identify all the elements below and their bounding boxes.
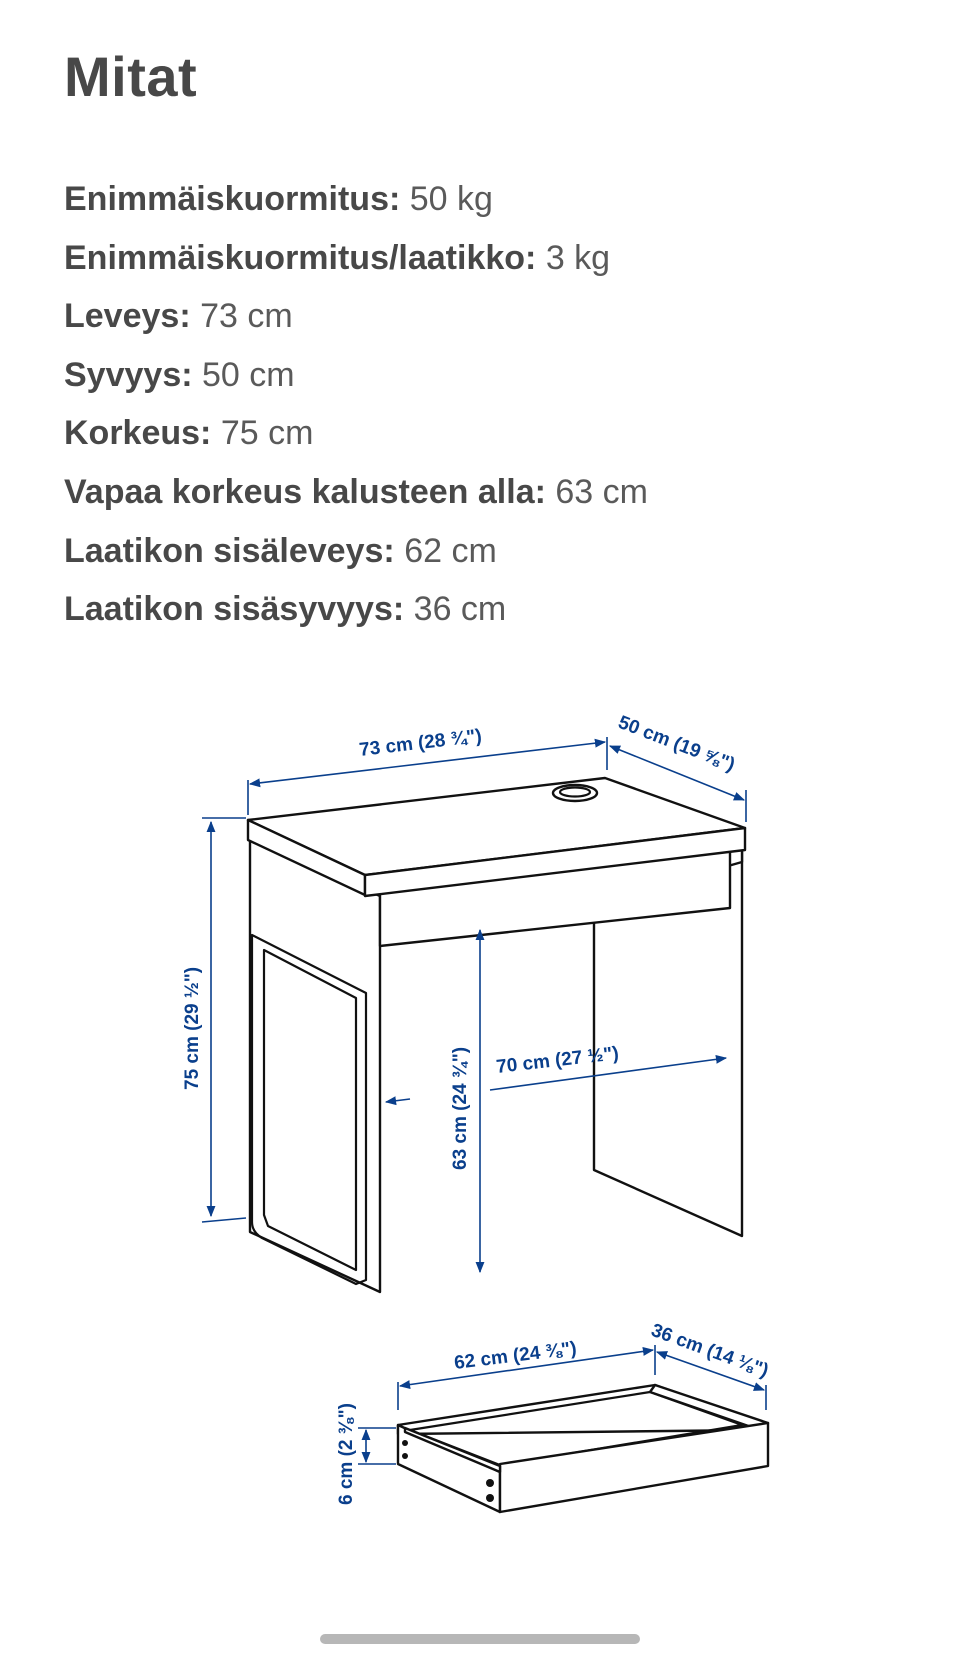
spec-value: 50 cm: [202, 355, 295, 394]
spec-value: 73 cm: [200, 297, 293, 336]
spec-value: 75 cm: [220, 414, 314, 453]
spec-label: Enimmäiskuormitus/laatikko:: [64, 238, 537, 277]
page-title: Mitat: [64, 45, 198, 108]
home-indicator[interactable]: [320, 1634, 640, 1644]
drawer-width-label: 62 cm (24 ⅜"): [453, 1338, 578, 1374]
spec-label: Enimmäiskuormitus:: [64, 180, 401, 218]
spec-label: Korkeus:: [64, 414, 212, 453]
spec-value: 62 cm: [404, 531, 497, 570]
spec-label: Leveys:: [64, 297, 191, 336]
drawer-left-side: [398, 1425, 500, 1512]
drawer-height-label: 6 cm (2 ⅜"): [336, 1403, 357, 1505]
spec-label: Syvyys:: [64, 355, 193, 394]
spec-value: 36 cm: [413, 590, 507, 629]
spec-value: 63 cm: [555, 472, 648, 511]
spec-value: 50 kg: [409, 180, 493, 218]
drawer-front: [500, 1423, 768, 1512]
drawer-depth-label: 36 cm (14 ⅛"): [648, 1319, 772, 1382]
spec-value: 3 kg: [545, 238, 611, 277]
desk-left-leg: [250, 838, 380, 1292]
drawer-illustration: [398, 1385, 768, 1512]
desk-illustration: [248, 778, 745, 1292]
desk-height-label: 75 cm (29 ½"): [182, 966, 203, 1090]
spec-label: Laatikon sisäsyvyys:: [64, 590, 405, 629]
desk-width-label: 73 cm (28 ¾"): [358, 725, 483, 761]
spec-label: Vapaa korkeus kalusteen alla:: [64, 472, 546, 511]
clearance-height-label: 63 cm (24 ¾"): [450, 1046, 471, 1170]
spec-label: Laatikon sisäleveys:: [64, 531, 395, 570]
desk-depth-label: 50 cm (19 ⅝"): [615, 712, 738, 776]
clearance-width-label: 70 cm (27 ½"): [495, 1043, 620, 1078]
